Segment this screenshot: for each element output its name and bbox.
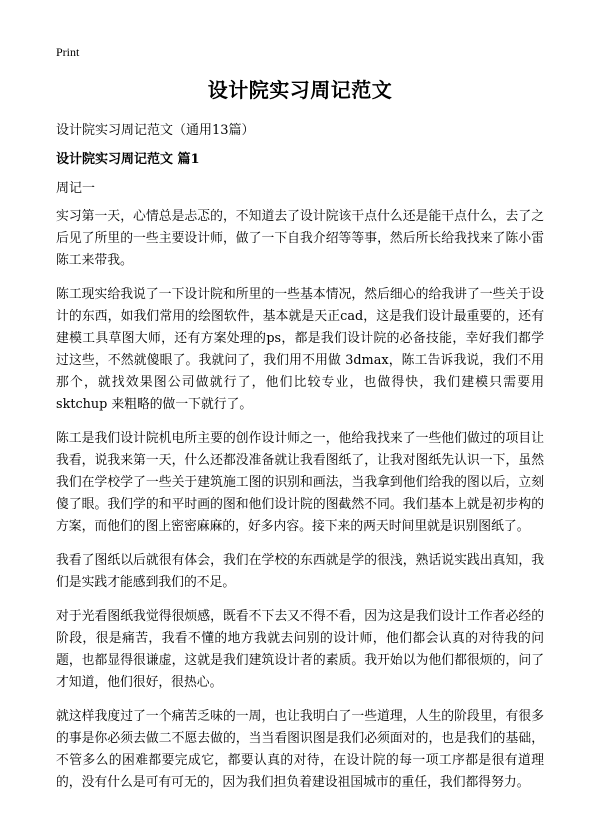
print-label: Print <box>56 45 80 59</box>
article-heading: 设计院实习周记范文 篇1 <box>56 152 200 167</box>
article-body <box>56 206 544 806</box>
body-paragraph: 实习第一天，心情总是忐忑的，不知道去了设计院该干点什么还是能干点什么，去了之后见了所里的一些主要设计师，做了一下自我介绍等等事，然后所长给我找来了陈小雷陈工来带我。 <box>56 209 544 268</box>
entry-title: 周记一 <box>56 181 96 196</box>
body-paragraph: 陈工是我们设计院机电所主要的创作设计师之一，他给我找来了一些他们做过的项目让我看，说我来第一天，什么还都没准备就让我看图纸了，让我对图纸先认识一下，虽然我们在学校学了一些关于建筑施工图的识别和画法，当我拿到他们给我的图以后，立刻傻了眼。我们学的和平时画的图和他们设计院的图截然不同。我们基本上就是初步构的方案，而他们的图上密密麻麻的，好多内容。接下来的两天时间里就是识别图纸了。 <box>56 431 544 534</box>
page-title: 设计院实习周记范文 <box>207 78 393 102</box>
body-paragraph: 我看了图纸以后就很有体会，我们在学校的东西就是学的很浅，熟话说实践出真知，我们是实践才能感到我们的不足。 <box>56 553 544 590</box>
body-paragraph: 陈工现实给我说了一下设计院和所里的一些基本情况，然后细心的给我讲了一些关于设计的东西，如我们常用的绘图软件，基本就是天正cad，这是我们设计最重要的，还有建模工具草图大师，还有方案处理的ps，都是我们设计院的必备技能，幸好我们都学过这些，不然就傻眼了。我就问了，我们用不用做 3dmax，陈工告诉我说，我们不用那个，就找效果图公司做就行了，他们比较专业，也做得快，我们建模只需要用sktchup 来粗略的做一下就行了。 <box>56 287 544 412</box>
body-paragraph: 对于光看图纸我觉得很烦感，既看不下去又不得不看，因为这是我们设计工作者必经的阶段，很是痛苦，我看不懂的地方我就去问别的设计师，他们都会认真的对待我的问题，也都显得很谦虚，这就是我们建筑设计者的素质。我开始以为他们都很烦的，问了才知道，他们很好，很热心。 <box>56 609 544 690</box>
body-paragraph: 就这样我度过了一个痛苦乏味的一周，也让我明白了一些道理，人生的阶段里，有很多的事是你必须去做二不愿去做的，当当看图识图是我们必须面对的，也是我们的基础，不管多么的困难都要完成它，都要认真的对待，在设计院的每一项工序都是很有道理的，没有什么是可有可无的，因为我们担负着建设祖国城市的重任，我们都得努力。 <box>56 709 544 790</box>
document-subtitle: 设计院实习周记范文（通用13篇） <box>56 123 255 138</box>
